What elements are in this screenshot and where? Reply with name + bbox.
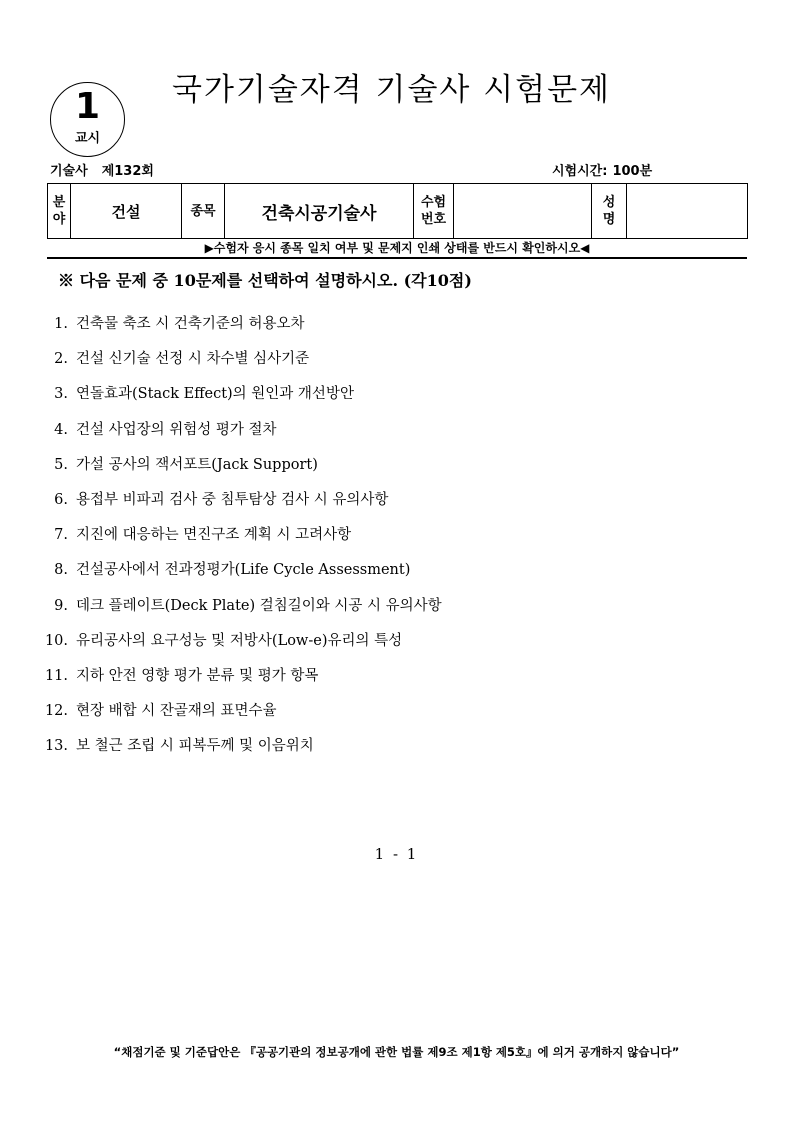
question-text: 건축물 축조 시 건축기준의 허용오차 xyxy=(76,316,305,332)
check-notice: ▶수험자 응시 종목 일치 여부 및 문제지 인쇄 상태를 반드시 확인하시오◀ xyxy=(204,241,590,255)
question-number: 13. xyxy=(44,738,68,755)
page-title: 국가기술자격 기술사 시험문제 xyxy=(172,72,612,108)
question-number: 10. xyxy=(44,632,68,649)
exam-category: 기술사 xyxy=(50,164,88,179)
question-number: 4. xyxy=(54,421,68,438)
exam-time-info xyxy=(552,164,652,180)
name-label: 성 명 xyxy=(592,184,627,239)
divider xyxy=(47,257,747,259)
question-text: 연돌효과(Stack Effect)의 원인과 개선방안 xyxy=(76,386,354,403)
question-text: 가설 공사의 잭서포트(Jack Support) xyxy=(76,456,318,473)
question-number: 11. xyxy=(44,667,68,684)
question-number: 9. xyxy=(54,597,68,614)
exam-number-field[interactable] xyxy=(454,184,592,239)
question-number: 5. xyxy=(54,456,68,473)
question-item xyxy=(40,453,442,488)
name-field[interactable] xyxy=(627,184,748,239)
exam-round-info xyxy=(50,164,154,180)
field-value: 건설 xyxy=(71,184,182,239)
question-text: 용접부 비파괴 검사 중 침투탐상 검사 시 유의사항 xyxy=(76,491,389,508)
question-item xyxy=(40,664,442,699)
question-item xyxy=(40,312,442,347)
question-text: 지진에 대응하는 면진구조 계획 시 고려사항 xyxy=(76,527,352,544)
question-text: 건설 사업장의 위험성 평가 절차 xyxy=(76,421,277,438)
session-badge xyxy=(50,82,125,157)
question-number: 1. xyxy=(54,316,68,332)
question-item xyxy=(40,558,442,593)
page-number: 1 - 1 xyxy=(374,845,419,863)
question-text: 건설공사에서 전과정평가(Life Cycle Assessment) xyxy=(76,562,411,579)
question-text: 데크 플레이트(Deck Plate) 걸침길이와 시공 시 유의사항 xyxy=(76,597,442,614)
question-item xyxy=(40,488,442,523)
item-label: 종목 xyxy=(182,184,225,239)
question-number: 3. xyxy=(54,386,68,403)
exam-info-table xyxy=(47,183,748,239)
question-item xyxy=(40,523,442,558)
question-number: 6. xyxy=(54,491,68,508)
instruction: ※ 다음 문제 중 10문제를 선택하여 설명하시오. (각10점) xyxy=(58,271,472,290)
question-text: 유리공사의 요구성능 및 저방사(Low-e)유리의 특성 xyxy=(76,632,403,649)
question-text: 지하 안전 영향 평가 분류 및 평가 항목 xyxy=(76,667,319,684)
question-item xyxy=(40,699,442,734)
exam-time-label: 시험시간: xyxy=(552,164,608,179)
question-number: 2. xyxy=(54,351,68,368)
question-list xyxy=(40,312,442,769)
question-item xyxy=(40,382,442,417)
question-text: 보 철근 조립 시 피복두께 및 이음위치 xyxy=(76,738,314,755)
question-item xyxy=(40,418,442,453)
question-item xyxy=(40,594,442,629)
question-text: 현장 배합 시 잔골재의 표면수율 xyxy=(76,703,277,720)
question-number: 7. xyxy=(54,527,68,544)
exam-round: 제132회 xyxy=(101,164,154,179)
question-text: 건설 신기술 선정 시 차수별 심사기준 xyxy=(76,351,310,368)
question-item xyxy=(40,734,442,769)
field-label: 분 야 xyxy=(48,184,71,239)
item-value: 건축시공기술사 xyxy=(225,184,414,239)
session-label: 교시 xyxy=(74,131,101,146)
disclosure-footer: “채점기준 및 기준답안은 『공공기관의 정보공개에 관한 법률 제9조 제1항 제5호』에 의거 공개하지 않습니다” xyxy=(113,1045,680,1059)
session-number: 1 xyxy=(74,86,101,127)
question-number: 8. xyxy=(54,562,68,579)
question-item xyxy=(40,629,442,664)
exam-number-label: 수험 번호 xyxy=(414,184,454,239)
question-item xyxy=(40,347,442,382)
exam-time-value: 100분 xyxy=(612,164,653,179)
question-number: 12. xyxy=(44,703,68,720)
